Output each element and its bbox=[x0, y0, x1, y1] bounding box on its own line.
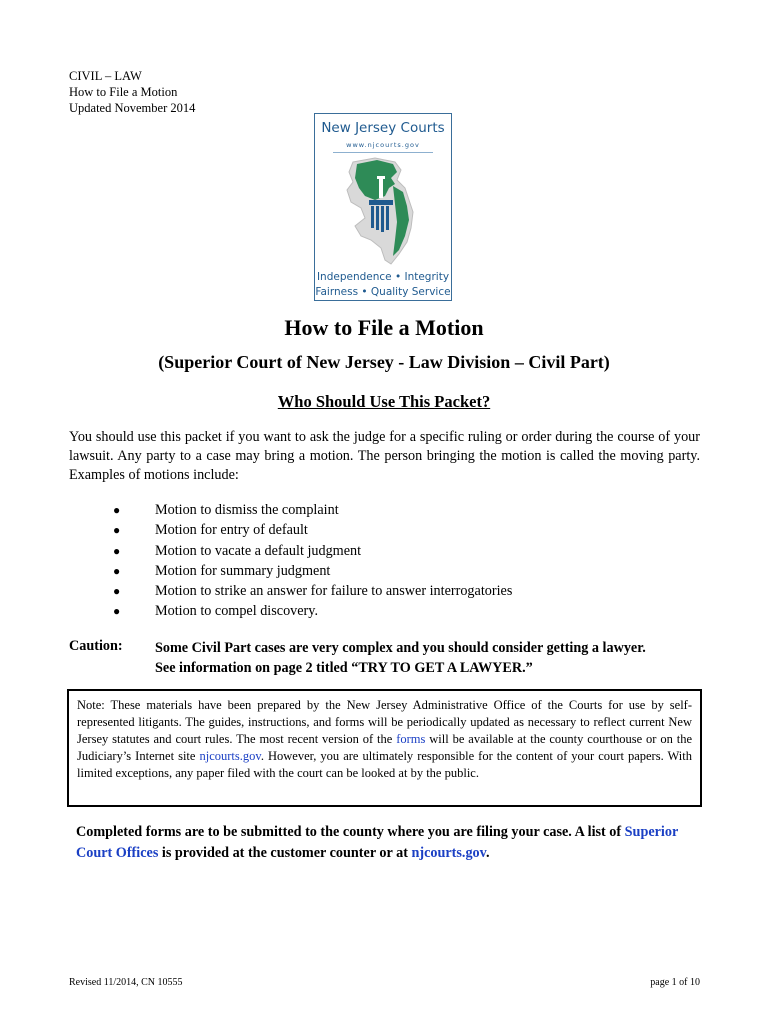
header-category: CIVIL – LAW bbox=[69, 69, 142, 83]
bullet-icon: ● bbox=[113, 563, 121, 578]
note-text-2: will be available at the county courthouse or on the Judiciary’s Internet site bbox=[77, 732, 692, 763]
njcourts-link[interactable]: njcourts.gov bbox=[411, 845, 486, 861]
section-heading: Who Should Use This Packet? bbox=[277, 392, 491, 411]
logo-tagline-1: Independence • Integrity bbox=[316, 271, 450, 283]
page-title: How to File a Motion bbox=[284, 315, 484, 340]
list-item-text: Motion to strike an answer for failure to answer interrogatories bbox=[155, 583, 513, 600]
njcourts-link[interactable]: njcourts.gov bbox=[199, 749, 261, 763]
bullet-icon: ● bbox=[113, 604, 121, 619]
list-item-text: Motion to vacate a default judgment bbox=[155, 542, 362, 559]
forms-link[interactable]: forms bbox=[396, 732, 426, 746]
note-text-3: . However, you are ultimately responsible for the content of your court papers. With limited exceptions, any paper filed with the court can be looked at by the public. bbox=[77, 749, 692, 780]
superior-court-offices-link[interactable]: Superior Court Offices bbox=[76, 824, 679, 861]
bullet-icon: ● bbox=[113, 503, 121, 517]
new-jersey-map-icon bbox=[335, 156, 433, 268]
intro-paragraph: You should use this packet if you want to ask the judge for a specific ruling or order during the course of your lawsuit. Any party to a case may bring a motion. The person bringing the motion is called the moving party. Examples of motions include: bbox=[69, 429, 700, 483]
footer-revision: Revised 11/2014, CN 10555 bbox=[69, 977, 183, 988]
logo-title: New Jersey Courts bbox=[321, 120, 445, 136]
note-text-1: Note: These materials have been prepared by the New Jersey Administrative Office of the Courts for use by self-represented litigants. The guides, instructions, and forms will be periodically updated as necessary to reflect current New Jersey statutes and court rules. The most recent version of the bbox=[77, 698, 692, 746]
list-item-text: Motion to compel discovery. bbox=[155, 603, 318, 620]
caution-line-2: See information on page 2 titled “TRY TO GET A LAWYER.” bbox=[155, 660, 533, 676]
caution-text bbox=[155, 638, 715, 678]
logo-tagline-2: Fairness • Quality Service bbox=[315, 286, 451, 298]
list-item-text: Motion to dismiss the complaint bbox=[155, 502, 339, 518]
logo-divider bbox=[333, 152, 433, 153]
bullet-icon: ● bbox=[113, 584, 121, 599]
bullet-icon: ● bbox=[113, 523, 121, 538]
list-item-text: Motion for entry of default bbox=[155, 522, 308, 539]
submission-text-2: is provided at the customer counter or at bbox=[158, 845, 412, 861]
list-item-text: Motion for summary judgment bbox=[155, 562, 331, 579]
header-updated-date: Updated November 2014 bbox=[69, 101, 196, 115]
footer-page-number: page 1 of 10 bbox=[650, 977, 700, 988]
submission-instructions bbox=[76, 822, 706, 864]
bullet-icon: ● bbox=[113, 543, 121, 558]
nj-courts-logo bbox=[314, 113, 452, 301]
submission-text-1: Completed forms are to be submitted to the county where you are filing your case. A list of bbox=[76, 824, 625, 840]
note-box bbox=[67, 689, 702, 807]
header-document-title: How to File a Motion bbox=[69, 85, 178, 99]
logo-url: www.njcourts.gov bbox=[346, 141, 420, 149]
page-subtitle: (Superior Court of New Jersey - Law Division – Civil Part) bbox=[158, 352, 610, 372]
caution-label: Caution: bbox=[69, 638, 123, 654]
document-header bbox=[69, 68, 195, 116]
caution-line-1: Some Civil Part cases are very complex and you should consider getting a lawyer. bbox=[155, 640, 646, 656]
submission-text-3: . bbox=[485, 845, 490, 861]
